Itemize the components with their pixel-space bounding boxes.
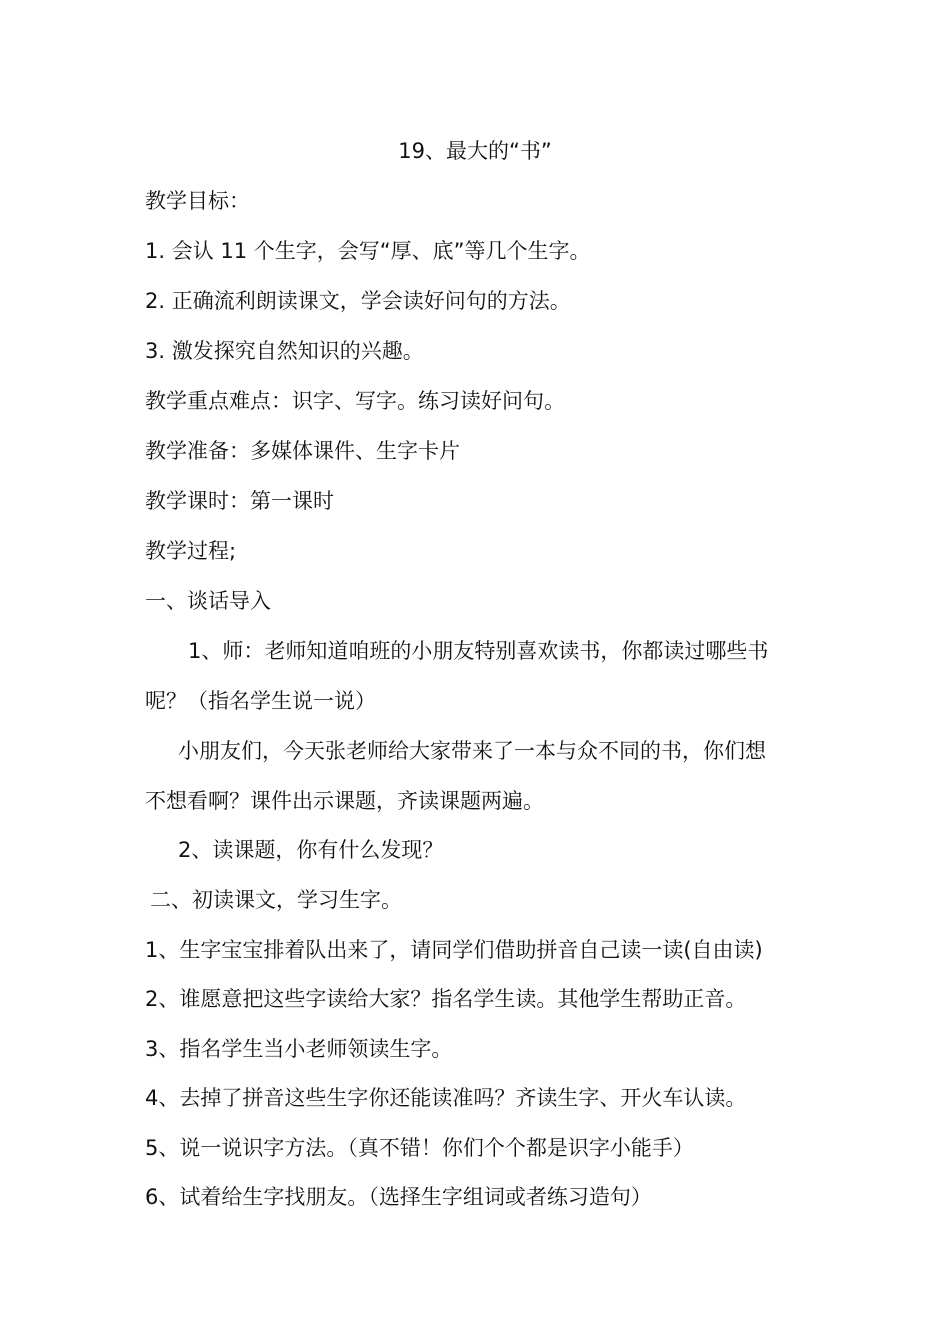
section-heading-process: 教学过程;	[145, 539, 237, 563]
class-hours: 教学课时：第一课时	[145, 489, 334, 513]
objective-1: 1. 会认 11 个生字，会写“厚、底”等几个生字。	[145, 239, 591, 263]
teaching-preparation: 教学准备：多媒体课件、生字卡片	[145, 439, 460, 463]
paragraph-line: 呢？（指名学生说一说）	[145, 689, 376, 713]
objective-3: 3. 激发探究自然知识的兴趣。	[145, 339, 424, 363]
list-item: 2、谁愿意把这些字读给大家？指名学生读。其他学生帮助正音。	[145, 987, 747, 1011]
paragraph-line: 小朋友们，今天张老师给大家带来了一本与众不同的书，你们想	[178, 739, 766, 763]
paragraph-line: 1、师：老师知道咱班的小朋友特别喜欢读书，你都读过哪些书	[188, 639, 769, 663]
part-heading-2: 二、初读课文，学习生字。	[150, 888, 402, 912]
key-difficulties: 教学重点难点：识字、写字。练习读好问句。	[145, 389, 565, 413]
part-heading-1: 一、谈话导入	[145, 589, 271, 613]
list-item: 6、试着给生字找朋友。（选择生字组词或者练习造句）	[145, 1185, 652, 1209]
list-item: 3、指名学生当小老师领读生字。	[145, 1037, 453, 1061]
paragraph-line: 2、读课题，你有什么发现？	[178, 838, 444, 862]
list-item: 1、生字宝宝排着队出来了，请同学们借助拼音自己读一读(自由读)	[145, 938, 763, 962]
list-item: 5、说一说识字方法。（真不错！你们个个都是识字小能手）	[145, 1136, 694, 1160]
paragraph-line: 不想看啊？课件出示课题，齐读课题两遍。	[145, 789, 544, 813]
document-title: 19、最大的“书”	[398, 139, 552, 163]
list-item: 4、去掉了拼音这些生字你还能读准吗？齐读生字、开火车认读。	[145, 1086, 747, 1110]
section-heading-objectives: 教学目标：	[145, 189, 250, 213]
objective-2: 2. 正确流利朗读课文，学会读好问句的方法。	[145, 289, 571, 313]
